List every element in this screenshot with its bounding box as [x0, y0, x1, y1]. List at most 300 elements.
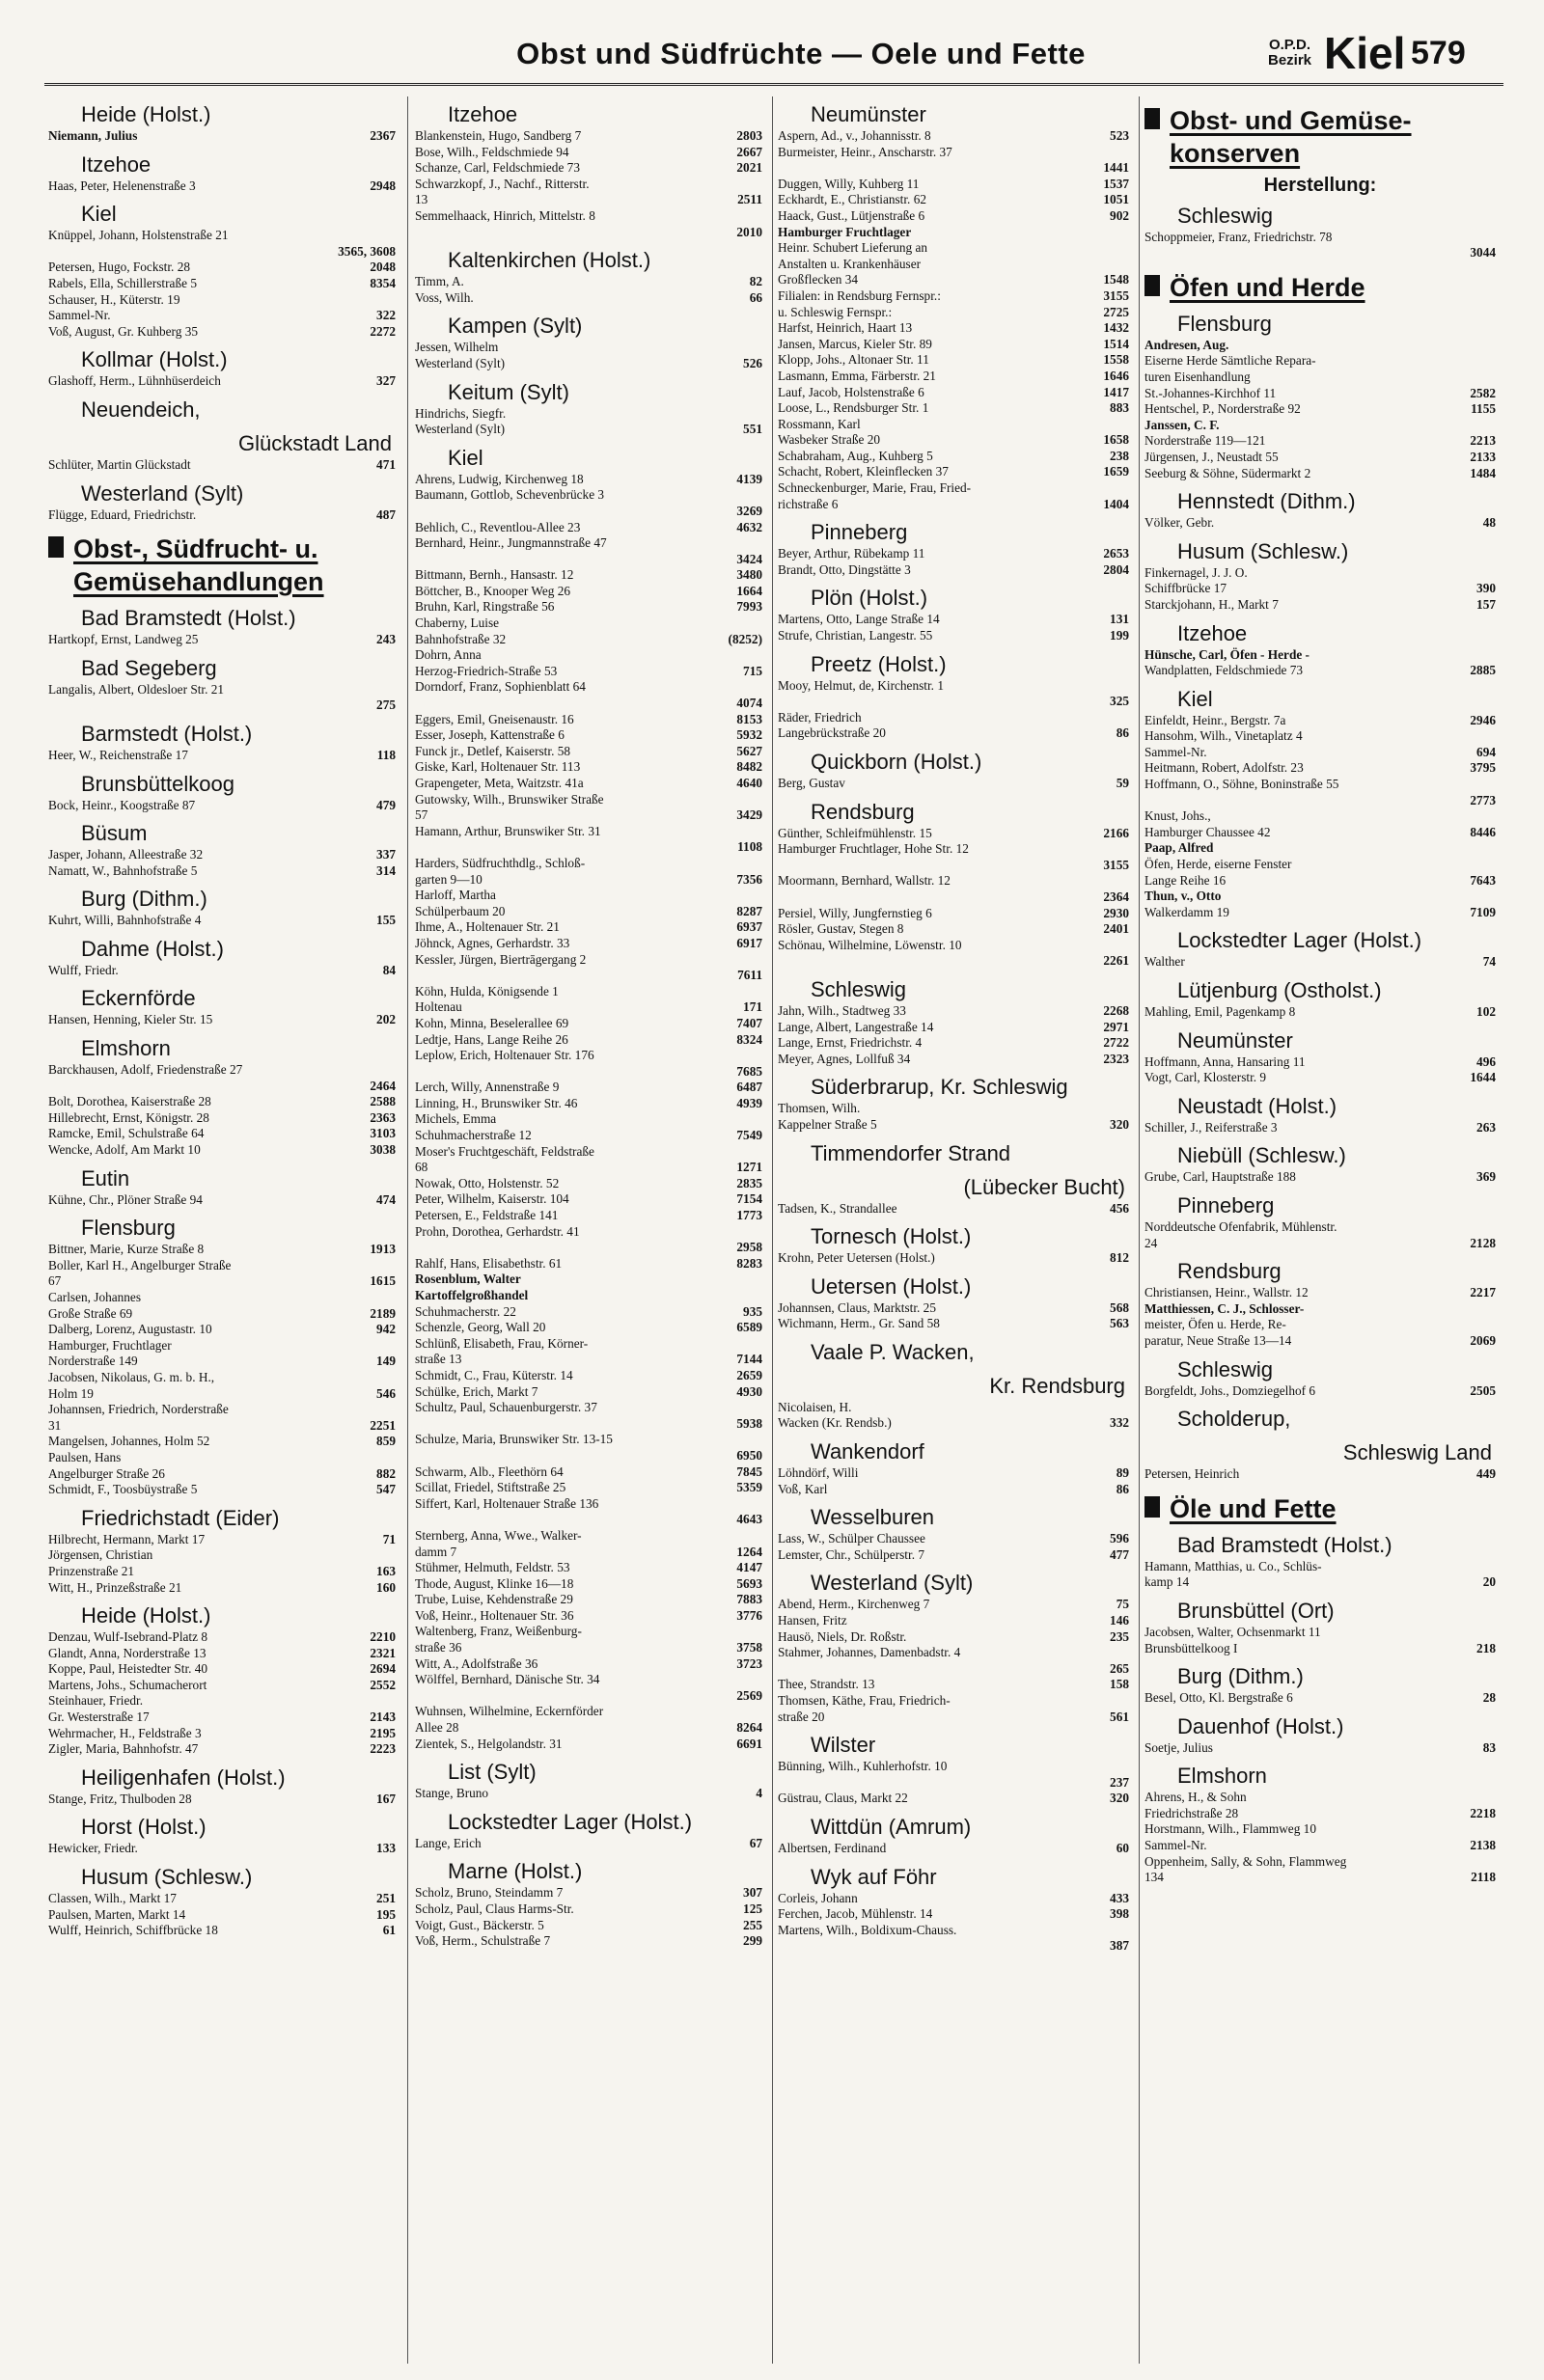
entry-name: Martens, Otto, Lange Straße 14: [778, 612, 940, 627]
entry-phone-number: 149: [376, 1354, 396, 1369]
entry-name: Persiel, Willy, Jungfernstieg 6: [778, 905, 932, 920]
entry-name: kamp 14: [1144, 1574, 1190, 1590]
entry-phone-number: 4930: [736, 1383, 762, 1399]
place-heading: Plön (Holst.): [811, 586, 928, 611]
entry-phone-number: 2725: [1103, 304, 1129, 319]
entry-phone-number: 8446: [1470, 824, 1496, 839]
entry-name: Bolt, Dorothea, Kaiserstraße 28: [48, 1094, 211, 1109]
directory-entry: [415, 1416, 762, 1433]
directory-entry: [415, 1144, 762, 1161]
directory-entry: [778, 1613, 1129, 1629]
directory-entry: [48, 260, 396, 276]
place-heading: Dauenhof (Holst.): [1177, 1713, 1344, 1738]
entry-name: Wulff, Friedr.: [48, 962, 119, 977]
entry-phone-number: 61: [382, 1923, 396, 1938]
directory-entry: [415, 160, 762, 177]
directory-entry: [1144, 353, 1496, 369]
directory-entry: [415, 1111, 762, 1128]
directory-entry: [1144, 597, 1496, 614]
entry-phone-number: 474: [376, 1191, 396, 1207]
entry-name: Voß, Karl: [778, 1481, 828, 1496]
directory-entry: [778, 369, 1129, 385]
entry-name: Soetje, Julius: [1144, 1739, 1213, 1755]
directory-entry: [778, 826, 1129, 842]
directory-entry: [48, 1450, 396, 1466]
entry-name: Wichmann, Herm., Gr. Sand 58: [778, 1316, 940, 1331]
directory-entry: [48, 1290, 396, 1306]
entry-phone-number: 2048: [370, 260, 396, 275]
entry-name: Burmeister, Heinr., Anscharstr. 37: [778, 144, 952, 159]
entry-phone-number: 320: [1110, 1791, 1129, 1806]
directory-entry: [1144, 1466, 1496, 1483]
entry-phone-number: 6917: [736, 935, 762, 950]
entry-name: Schultz, Paul, Schauenburgerstr. 37: [415, 1400, 597, 1415]
directory-entry: [48, 1434, 396, 1450]
directory-entry: [1144, 1070, 1496, 1086]
entry-name: Hewicker, Friedr.: [48, 1841, 138, 1856]
entry-phone-number: 2195: [370, 1725, 396, 1740]
entry-phone-number: 2667: [736, 144, 762, 159]
entry-name: Hindrichs, Siegfr.: [415, 405, 507, 421]
column-divider: [1139, 96, 1140, 2364]
entry-name: Jürgensen, J., Neustadt 55: [1144, 449, 1279, 464]
entry-phone-number: 1548: [1103, 272, 1129, 287]
entry-name: Schiffbrücke 17: [1144, 581, 1227, 596]
entry-name: Johannsen, Claus, Marktstr. 25: [778, 1299, 936, 1315]
category-title-line: Obst-, Südfrucht- u.: [73, 534, 318, 564]
entry-name: Lange, Albert, Langestraße 14: [778, 1019, 934, 1034]
place-heading: Quickborn (Holst.): [811, 750, 982, 774]
entry-name: Boller, Karl H., Angelburger Straße: [48, 1257, 232, 1272]
entry-name: Borgfeldt, Johs., Domziegelhof 6: [1144, 1382, 1316, 1398]
place-heading: Bad Bramstedt (Holst.): [1177, 1532, 1392, 1557]
entry-name: Hansen, Fritz: [778, 1613, 847, 1628]
entry-name: Einfeldt, Heinr., Bergstr. 7a: [1144, 712, 1286, 727]
entry-phone-number: 2835: [736, 1175, 762, 1190]
directory-entry: [415, 145, 762, 161]
place-heading: Friedrichstadt (Eider): [81, 1505, 280, 1530]
entry-name: Eiserne Herde Sämtliche Repara-: [1144, 353, 1316, 369]
entry-name: Sammel-Nr.: [48, 308, 111, 323]
directory-entry: [778, 177, 1129, 193]
entry-name: Ahrens, H., & Sohn: [1144, 1790, 1247, 1805]
entry-name: Barckhausen, Adolf, Friedenstraße 27: [48, 1062, 243, 1078]
entry-name: Voß, Herm., Schulstraße 7: [415, 1933, 551, 1949]
directory-entry: [415, 1064, 762, 1081]
entry-phone-number: 237: [1110, 1774, 1129, 1790]
directory-entry: [48, 373, 396, 390]
entry-phone-number: 7611: [737, 968, 762, 983]
entry-phone-number: 2363: [370, 1109, 396, 1125]
directory-entry: [778, 1629, 1129, 1646]
column-divider: [407, 96, 408, 2364]
category-heading: [48, 533, 396, 598]
entry-name: Voß, August, Gr. Kuhberg 35: [48, 323, 199, 339]
entry-name: Sammel-Nr.: [1144, 1838, 1207, 1853]
directory-entry: [415, 1918, 762, 1934]
entry-phone-number: 7144: [736, 1352, 762, 1367]
directory-entry: [1144, 369, 1496, 386]
entry-name: Matthiessen, C. J., Schlosser-: [1144, 1300, 1305, 1316]
directory-entry: [415, 984, 762, 1000]
entry-phone-number: 487: [376, 506, 396, 522]
directory-entry: [415, 919, 762, 936]
entry-name: Friedrichstraße 28: [1144, 1805, 1239, 1820]
entry-name: Hamburger Fruchtlager, Hohe Str. 12: [778, 841, 969, 857]
place-heading: Timmendorfer Strand: [811, 1140, 1011, 1165]
directory-entry: [415, 552, 762, 568]
entry-name: Paulsen, Hans: [48, 1449, 122, 1464]
entry-name: Flügge, Eduard, Friedrichstr.: [48, 506, 197, 522]
entry-phone-number: 67: [749, 1835, 762, 1850]
entry-phone-number: 327: [376, 373, 396, 389]
entry-phone-number: 146: [1110, 1613, 1129, 1628]
directory-entry: [415, 968, 762, 984]
entry-name: Petersen, Hugo, Fockstr. 28: [48, 260, 190, 275]
entry-name: 13: [415, 192, 428, 207]
entry-phone-number: 299: [743, 1933, 762, 1949]
directory-entry: [48, 632, 396, 648]
entry-phone-number: 2885: [1470, 663, 1496, 678]
entry-phone-number: 456: [1110, 1200, 1129, 1216]
place-heading: Schleswig: [1177, 1356, 1274, 1381]
entry-phone-number: 325: [1110, 694, 1129, 709]
entry-phone-number: 479: [376, 797, 396, 812]
entry-phone-number: 2118: [1471, 1870, 1496, 1885]
entry-name: Kohn, Minna, Beselerallee 69: [415, 1015, 569, 1030]
entry-phone-number: 1264: [736, 1544, 762, 1559]
entry-name: Loose, L., Rendsburger Str. 1: [778, 400, 929, 416]
directory-entry: [778, 1677, 1129, 1693]
directory-entry: [415, 128, 762, 145]
directory-entry: [415, 1624, 762, 1640]
entry-name: Jacobsen, Walter, Ochsenmarkt 11: [1144, 1624, 1321, 1639]
entry-name: Dalberg, Lorenz, Augustastr. 10: [48, 1322, 212, 1337]
directory-entry: [1144, 745, 1496, 761]
entry-name: Völker, Gebr.: [1144, 515, 1215, 531]
directory-entry: [415, 1545, 762, 1561]
directory-entry: [1144, 954, 1496, 971]
place-heading: Neustadt (Holst.): [1177, 1093, 1337, 1118]
entry-name: Vogt, Carl, Klosterstr. 9: [1144, 1070, 1267, 1085]
entry-name: Stühmer, Helmuth, Feldstr. 53: [415, 1560, 570, 1575]
entry-phone-number: 2010: [736, 224, 762, 239]
entry-name: Hünsche, Carl, Öfen - Herde -: [1144, 646, 1310, 662]
entry-name: Stange, Bruno: [415, 1786, 489, 1801]
entry-name: Niemann, Julius: [48, 128, 138, 143]
entry-phone-number: 3269: [736, 503, 762, 518]
category-title-line: Öfen und Herde: [1170, 272, 1365, 302]
place-heading: Kollmar (Holst.): [81, 347, 228, 372]
directory-entry: [778, 1415, 1129, 1432]
entry-phone-number: 118: [376, 747, 396, 762]
place-heading: Horst (Holst.): [81, 1815, 207, 1840]
directory-entry: [1144, 808, 1496, 825]
entry-phone-number: 2722: [1103, 1035, 1129, 1051]
directory-entry: [415, 1288, 762, 1304]
entry-name: Eckhardt, E., Christianstr. 62: [778, 192, 926, 207]
directory-entry: [48, 913, 396, 929]
entry-name: Wuhnsen, Wilhelmine, Eckernförder: [415, 1704, 604, 1719]
entry-phone-number: 1773: [736, 1208, 762, 1223]
directory-entry: [415, 274, 762, 290]
entry-phone-number: 314: [376, 862, 396, 878]
entry-name: Berg, Gustav: [778, 776, 845, 790]
entry-phone-number: 307: [743, 1885, 762, 1901]
entry-phone-number: 4139: [736, 471, 762, 486]
entry-name: Langalis, Albert, Oldesloer Str. 21: [48, 681, 225, 697]
place-heading: Süderbrarup, Kr. Schleswig: [811, 1075, 1068, 1100]
place-heading: Schleswig: [811, 976, 907, 1001]
directory-entry: [778, 873, 1129, 889]
entry-name: Schlünß, Elisabeth, Frau, Körner-: [415, 1335, 589, 1351]
place-heading: Lockstedter Lager (Holst.): [448, 1809, 693, 1834]
directory-entry: [48, 128, 396, 145]
entry-name: Wencke, Adolf, Am Markt 10: [48, 1142, 201, 1158]
entry-phone-number: 6691: [736, 1736, 762, 1751]
directory-entry: [1144, 905, 1496, 921]
entry-phone-number: 883: [1110, 400, 1129, 416]
entry-phone-number: 551: [743, 422, 762, 437]
place-heading: Pinneberg: [811, 520, 908, 545]
directory-entry: [778, 725, 1129, 742]
entry-phone-number: 2217: [1470, 1285, 1496, 1300]
directory-entry: [415, 1608, 762, 1625]
entry-phone-number: 3429: [736, 807, 762, 823]
entry-name: 68: [415, 1160, 428, 1175]
entry-phone-number: 2133: [1470, 449, 1496, 464]
entry-phone-number: 433: [1110, 1890, 1129, 1905]
directory-entry: [415, 1048, 762, 1064]
entry-phone-number: 2261: [1103, 953, 1129, 969]
directory-entry: [415, 1224, 762, 1241]
entry-phone-number: 28: [1482, 1690, 1496, 1706]
directory-entry: [415, 1432, 762, 1448]
entry-phone-number: 2582: [1470, 385, 1496, 400]
entry-name: Ramcke, Emil, Schulstraße 64: [48, 1126, 205, 1141]
entry-phone-number: 2021: [736, 160, 762, 176]
entry-phone-number: 5627: [736, 743, 762, 758]
entry-phone-number: 3155: [1103, 857, 1129, 872]
entry-name: Bünning, Wilh., Kuhlerhofstr. 10: [778, 1759, 948, 1774]
directory-entry: [1144, 1806, 1496, 1822]
entry-name: Glashoff, Herm., Lühnhüserdeich: [48, 373, 221, 389]
directory-entry: [415, 1672, 762, 1688]
entry-name: Prohn, Dorothea, Gerhardstr. 41: [415, 1223, 580, 1239]
entry-name: Westerland (Sylt): [415, 355, 506, 370]
directory-entry: [415, 1032, 762, 1049]
entry-name: Martens, Johs., Schumacherort: [48, 1677, 207, 1692]
directory-entry: [415, 1016, 762, 1032]
directory-entry: [1144, 713, 1496, 729]
header-city: Kiel: [1324, 28, 1406, 78]
directory-entry: [415, 1464, 762, 1481]
entry-name: Sammel-Nr.: [1144, 744, 1207, 759]
entry-name: Anstalten u. Krankenhäuser: [778, 256, 922, 271]
directory-entry: [415, 1191, 762, 1208]
directory-entry: [415, 664, 762, 680]
entry-phone-number: 7109: [1470, 904, 1496, 919]
entry-name: Besel, Otto, Kl. Bergstraße 6: [1144, 1690, 1293, 1706]
directory-entry: [415, 759, 762, 776]
entry-name: Lass, W., Schülper Chaussee: [778, 1531, 925, 1546]
directory-entry: [415, 1368, 762, 1384]
entry-phone-number: 102: [1476, 1004, 1496, 1019]
directory-entry: [778, 678, 1129, 695]
place-heading: Westerland (Sylt): [81, 480, 244, 506]
directory-entry: [1144, 1383, 1496, 1400]
entry-name: Christiansen, Heinr., Wallstr. 12: [1144, 1285, 1309, 1300]
entry-phone-number: 7993: [736, 599, 762, 615]
entry-name: Jasper, Johann, Alleestraße 32: [48, 847, 204, 862]
directory-entry: [415, 1496, 762, 1513]
entry-name: Funck jr., Detlef, Kaiserstr. 58: [415, 743, 571, 758]
entry-phone-number: 7845: [736, 1464, 762, 1479]
place-heading: Flensburg: [81, 1216, 176, 1241]
directory-entry: [778, 1531, 1129, 1547]
directory-entry: [778, 1791, 1129, 1807]
entry-name: Brandt, Otto, Dingstätte 3: [778, 561, 911, 577]
entry-name: Räder, Friedrich: [778, 709, 862, 725]
entry-name: Schauser, H., Küterstr. 19: [48, 291, 180, 307]
entry-phone-number: 546: [376, 1385, 396, 1401]
entry-phone-number: 2166: [1103, 825, 1129, 840]
directory-entry: [48, 1841, 396, 1857]
place-heading: Kiel: [448, 445, 483, 470]
directory-entry: [415, 824, 762, 840]
place-heading: Pinneberg: [1177, 1192, 1275, 1217]
entry-phone-number: 238: [1110, 448, 1129, 463]
header-rule: [44, 83, 1503, 89]
entry-name: Jessen, Wilhelm: [415, 340, 499, 355]
entry-phone-number: 4640: [736, 776, 762, 790]
directory-entry: [778, 921, 1129, 938]
entry-phone-number: 7643: [1470, 872, 1496, 888]
entry-name: straße 36: [415, 1640, 462, 1655]
entry-name: Schoppmeier, Franz, Friedrichstr. 78: [1144, 229, 1333, 244]
entry-name: Classen, Wilh., Markt 17: [48, 1891, 177, 1906]
entry-phone-number: 7154: [736, 1191, 762, 1207]
directory-entry: [48, 1482, 396, 1498]
directory-entry: [778, 240, 1129, 257]
entry-phone-number: 2958: [736, 1240, 762, 1255]
entry-name: Oppenheim, Sally, & Sohn, Flammweg: [1144, 1853, 1347, 1869]
entry-name: Scholz, Bruno, Steindamm 7: [415, 1885, 564, 1901]
place-heading: Rendsburg: [811, 799, 915, 824]
entry-phone-number: 2946: [1470, 712, 1496, 727]
entry-name: Schiller, J., Reiferstraße 3: [1144, 1119, 1278, 1135]
directory-entry: [1144, 873, 1496, 889]
entry-phone-number: 322: [376, 308, 396, 323]
directory-entry: [48, 1402, 396, 1418]
directory-entry: [48, 1547, 396, 1564]
directory-entry: [415, 567, 762, 584]
entry-name: Namatt, W., Bahnhofstraße 5: [48, 862, 198, 878]
entry-name: Schmidt, C., Frau, Küterstr. 14: [415, 1367, 573, 1382]
directory-entry: [415, 1176, 762, 1192]
entry-name: Ihme, A., Holtenauer Str. 21: [415, 919, 560, 935]
entry-phone-number: 1658: [1103, 432, 1129, 448]
directory-entry: [415, 1640, 762, 1656]
directory-entry: [48, 1466, 396, 1483]
directory-entry: [415, 177, 762, 193]
entry-phone-number: 812: [1110, 1250, 1129, 1266]
entry-name: Lange Reihe 16: [1144, 872, 1227, 888]
entry-name: Martens, Wilh., Boldixum-Chauss.: [778, 1922, 957, 1937]
directory-entry: [48, 798, 396, 814]
entry-name: Petersen, Heinrich: [1144, 1466, 1240, 1482]
directory-entry: [778, 417, 1129, 433]
entry-name: Prinzenstraße 21: [48, 1563, 134, 1578]
entry-name: 57: [415, 807, 428, 823]
entry-name: Hoffmann, Anna, Hansaring 11: [1144, 1053, 1306, 1069]
place-heading: Burg (Dithm.): [1177, 1664, 1304, 1689]
directory-entry: [415, 1576, 762, 1593]
category-title: [1170, 1492, 1337, 1525]
entry-name: Angelburger Straße 26: [48, 1465, 165, 1481]
entry-name: Schuhmacherstraße 12: [415, 1128, 532, 1143]
entry-name: Lange, Erich: [415, 1835, 482, 1850]
entry-phone-number: 6950: [736, 1447, 762, 1463]
entry-name: Schwarzkopf, J., Nachf., Ritterstr.: [415, 176, 590, 191]
directory-entry: [48, 1192, 396, 1209]
entry-name: Löhndörf, Willi: [778, 1465, 859, 1481]
entry-name: Heitmann, Robert, Adolfstr. 23: [1144, 760, 1304, 776]
entry-name: Dorndorf, Franz, Sophienblatt 64: [415, 679, 586, 695]
column-4: [1144, 95, 1496, 1886]
entry-phone-number: 265: [1110, 1660, 1129, 1676]
directory-entry: [48, 1322, 396, 1338]
entry-name: Rosenblum, Walter: [415, 1272, 521, 1287]
directory-entry: [415, 1688, 762, 1705]
entry-name: Rabels, Ella, Schillerstraße 5: [48, 275, 197, 290]
directory-entry: [415, 1720, 762, 1737]
entry-name: Lauf, Jacob, Holstenstraße 6: [778, 384, 924, 399]
directory-entry: [778, 160, 1129, 177]
entry-name: Schülperbaum 20: [415, 903, 506, 918]
directory-entry: [778, 1906, 1129, 1923]
directory-entry: [1144, 793, 1496, 809]
entry-phone-number: 882: [376, 1465, 396, 1481]
entry-name: Herzog-Friedrich-Straße 53: [415, 663, 558, 678]
entry-phone-number: 1514: [1103, 336, 1129, 351]
directory-entry: [48, 1110, 396, 1127]
entry-name: Harders, Südfruchthdlg., Schloß-: [415, 855, 586, 870]
place-heading: Keitum (Sylt): [448, 379, 569, 404]
directory-entry: [415, 839, 762, 856]
place-heading: Heide (Holst.): [81, 1603, 211, 1628]
entry-phone-number: 158: [1110, 1677, 1129, 1692]
entry-name: Semmelhaack, Hinrich, Mittelstr. 8: [415, 207, 595, 223]
entry-phone-number: 2659: [736, 1367, 762, 1382]
entry-name: Petersen, E., Feldstraße 141: [415, 1208, 559, 1223]
place-heading: Heiligenhafen (Holst.): [81, 1764, 286, 1790]
entry-phone-number: 337: [376, 847, 396, 862]
directory-entry: [778, 305, 1129, 321]
category-bullet-icon: [1144, 108, 1160, 129]
place-heading: Uetersen (Holst.): [811, 1273, 972, 1299]
entry-name: Beyer, Arthur, Rübekamp 11: [778, 546, 925, 561]
directory-entry: [415, 1560, 762, 1576]
entry-name: straße 20: [778, 1709, 825, 1724]
place-heading: List (Sylt): [448, 1760, 537, 1785]
entry-phone-number: 496: [1476, 1053, 1496, 1069]
entry-name: paratur, Neue Straße 13—14: [1144, 1332, 1292, 1348]
directory-entry: [415, 1901, 762, 1918]
directory-entry: [48, 1094, 396, 1110]
entry-name: Michels, Emma: [415, 1111, 497, 1127]
entry-name: Mooy, Helmut, de, Kirchenstr. 1: [778, 677, 944, 693]
